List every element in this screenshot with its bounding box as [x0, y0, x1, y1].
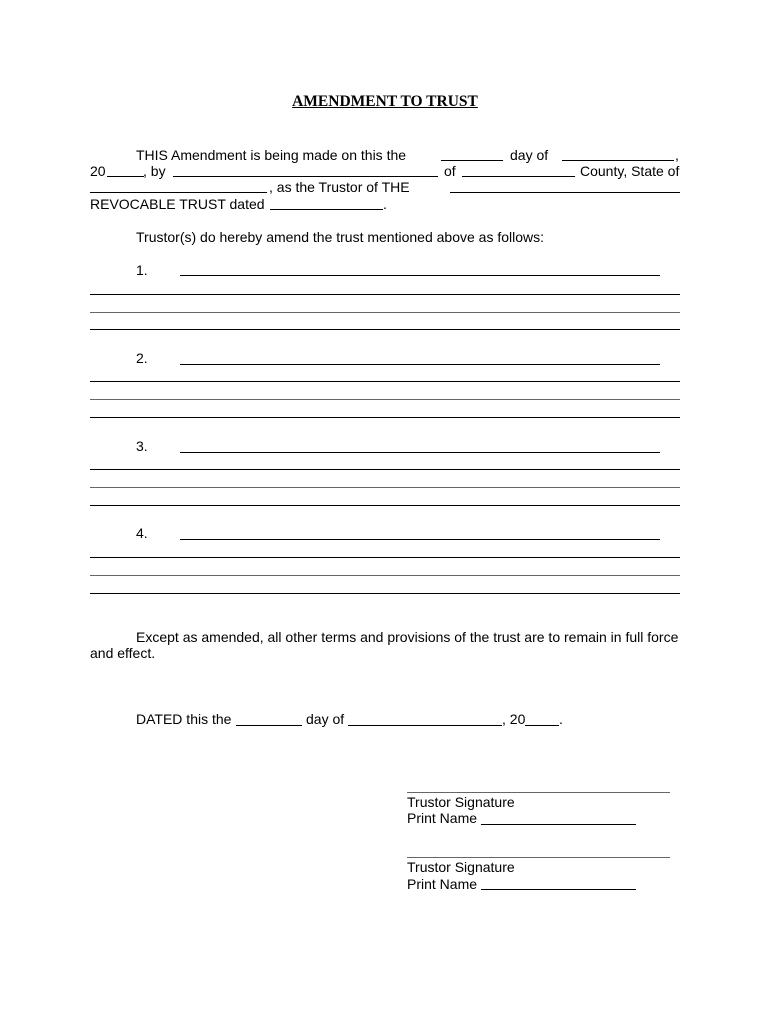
amend-intro: Trustor(s) do hereby amend the trust mentioned above as follows:: [136, 229, 545, 245]
item-number-1: 1.: [136, 262, 148, 278]
item-3-line-2[interactable]: [90, 469, 680, 470]
item-4-line-1[interactable]: [180, 539, 660, 540]
intro-text-2d: County, State of: [580, 163, 680, 179]
item-number-4: 4.: [136, 525, 148, 541]
print-name-label-1: Print Name: [407, 810, 478, 826]
intro-text-1a: THIS Amendment is being made on this the: [136, 147, 407, 163]
day-blank[interactable]: [441, 160, 503, 161]
intro-text-1b: day of: [510, 147, 549, 163]
signature-line-1[interactable]: [407, 792, 670, 793]
item-number-3: 3.: [136, 438, 148, 454]
year-blank[interactable]: [107, 176, 144, 177]
item-1-line-3[interactable]: [90, 312, 680, 313]
closing-line-1: Except as amended, all other terms and provisions of the trust are to remain in full force: [136, 629, 679, 645]
print-name-blank-1[interactable]: [481, 824, 636, 825]
intro-text-4a: REVOCABLE TRUST dated: [90, 196, 265, 212]
intro-text-4b: .: [383, 196, 387, 212]
item-4-line-4[interactable]: [90, 593, 680, 594]
dated-day-blank[interactable]: [236, 725, 302, 726]
signature-label-2: Trustor Signature: [407, 859, 515, 875]
dated-text-b: day of: [306, 711, 345, 727]
dated-month-blank[interactable]: [348, 725, 502, 726]
item-4-line-2[interactable]: [90, 557, 680, 558]
item-1-line-1[interactable]: [180, 275, 660, 276]
item-2-line-1[interactable]: [180, 364, 660, 365]
intro-text-3a: , as the Trustor of THE: [269, 179, 410, 195]
intro-text-2c: of: [444, 163, 456, 179]
dated-text-a: DATED this the: [136, 711, 232, 727]
closing-line-2: and effect.: [90, 645, 156, 661]
dated-year-blank[interactable]: [525, 725, 559, 726]
signature-label-1: Trustor Signature: [407, 794, 515, 810]
item-4-line-3[interactable]: [90, 575, 680, 576]
item-1-line-2[interactable]: [90, 294, 680, 295]
trust-date-blank[interactable]: [270, 209, 383, 210]
document-title: AMENDMENT TO TRUST: [292, 93, 478, 110]
intro-text-2a: 20: [90, 163, 106, 179]
item-3-line-4[interactable]: [90, 505, 680, 506]
print-name-blank-2[interactable]: [481, 889, 636, 890]
signature-line-2[interactable]: [407, 857, 670, 858]
county-blank[interactable]: [462, 176, 575, 177]
print-name-label-2: Print Name: [407, 876, 478, 892]
item-number-2: 2.: [136, 350, 148, 366]
state-blank[interactable]: [90, 192, 267, 193]
intro-text-1c: ,: [675, 147, 679, 163]
trustor-name-blank[interactable]: [173, 176, 438, 177]
item-2-line-2[interactable]: [90, 381, 680, 382]
trust-name-blank[interactable]: [450, 192, 680, 193]
dated-text-d: .: [559, 711, 563, 727]
dated-text-c: , 20: [502, 711, 526, 727]
item-3-line-1[interactable]: [180, 452, 660, 453]
item-2-line-3[interactable]: [90, 399, 680, 400]
intro-text-2b: , by: [143, 163, 166, 179]
item-3-line-3[interactable]: [90, 487, 680, 488]
item-2-line-4[interactable]: [90, 417, 680, 418]
item-1-line-4[interactable]: [90, 329, 680, 330]
month-blank[interactable]: [562, 160, 674, 161]
